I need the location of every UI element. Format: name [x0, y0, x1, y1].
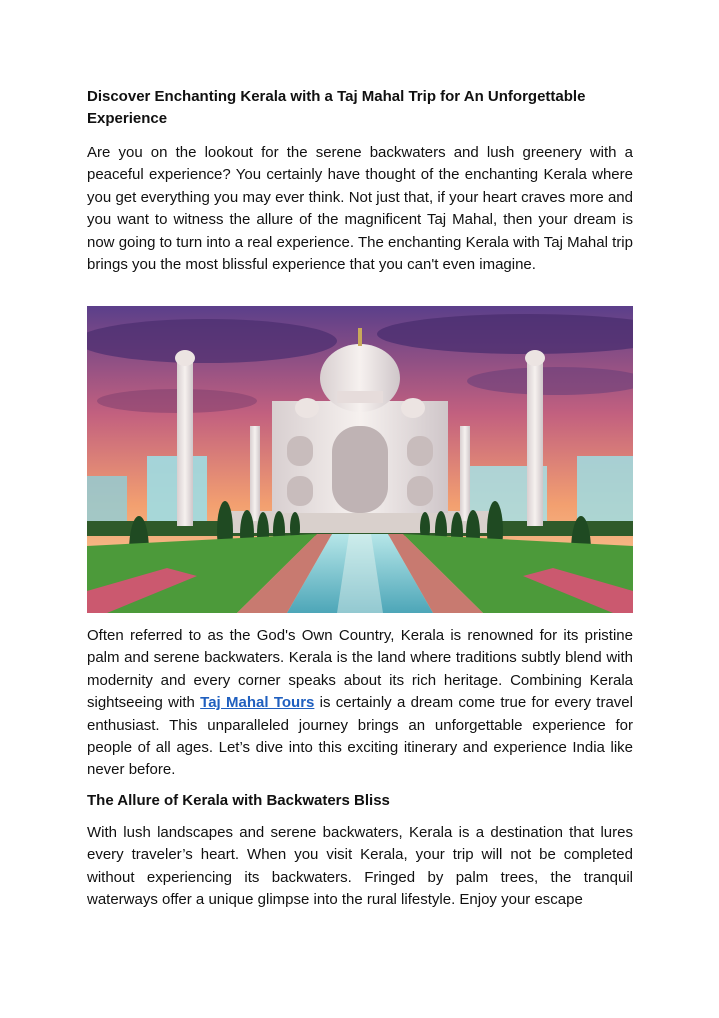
overview-text-before-link: Often referred to as the God's Own Country, Kerala is renowned for its pristine palm and serene backwaters. Kerala is the land where traditions subtly blend with modernity and every corner speaks about its rich heritage. Combining Kerala sightseeing with [87, 627, 633, 712]
taj-mahal-image [87, 306, 633, 613]
taj-mahal-tours-link[interactable]: Taj Mahal Tours [200, 694, 315, 712]
overview-paragraph [87, 625, 633, 782]
backwaters-paragraph: With lush landscapes and serene backwaters, Kerala is a destination that lures every traveler’s heart. When you visit Kerala, your trip will not be completed without experiencing its backwaters. Fringed by palm trees, the tranquil waterways offer a unique glimpse into the rural lifestyle. Enjoy your escape [87, 824, 633, 909]
section-heading: The Allure of Kerala with Backwaters Bliss [87, 792, 390, 809]
article-title: Discover Enchanting Kerala with a Taj Mahal Trip for An Unforgettable Experience [87, 88, 586, 127]
overview-text-after-link: is certainly a dream come true for every travel enthusiast. This unparalleled journey brings an unforgettable experience for people of all ages. Let’s dive into this exciting itinerary and experience India like never before. [87, 694, 633, 779]
article-header [87, 86, 633, 276]
intro-paragraph: Are you on the lookout for the serene backwaters and lush greenery with a peaceful experience? You certainly have thought of the enchanting Kerala where you get everything you may ever think. Not just that, if your heart craves more and you want to witness the allure of the magnificent Taj Mahal, then your dream is now going to turn into a real experience. The enchanting Kerala with Taj Mahal trip brings you the most blissful experience that you can't even imagine. [87, 144, 633, 274]
